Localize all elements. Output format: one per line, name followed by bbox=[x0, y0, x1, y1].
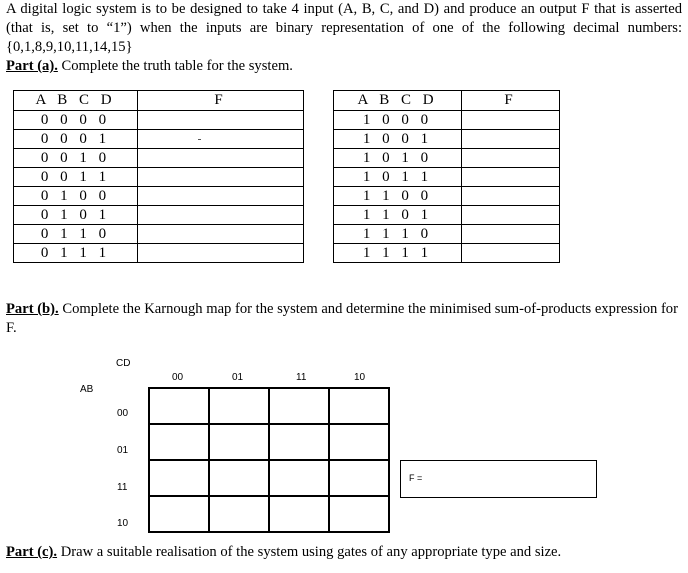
kmap-col-label: 00 bbox=[172, 372, 184, 383]
header-output: F bbox=[462, 91, 560, 111]
kmap-col-label: 11 bbox=[296, 372, 307, 383]
output-cell[interactable] bbox=[138, 225, 304, 244]
output-cell[interactable] bbox=[462, 111, 560, 130]
header-inputs: A B C D bbox=[14, 91, 138, 111]
input-cell: 1 1 0 0 bbox=[334, 187, 462, 206]
input-cell: 0 1 0 0 bbox=[14, 187, 138, 206]
karnaugh-map-grid bbox=[148, 387, 390, 533]
f-expression-label: F = bbox=[409, 473, 423, 483]
f-expression-box[interactable] bbox=[400, 460, 597, 498]
kmap-cell[interactable] bbox=[149, 424, 209, 460]
kmap-col-label: 10 bbox=[354, 372, 366, 383]
header-output: F bbox=[138, 91, 304, 111]
kmap-cell[interactable] bbox=[149, 388, 209, 424]
header-inputs: A B C D bbox=[334, 91, 462, 111]
kmap-cell[interactable] bbox=[269, 496, 329, 532]
part-a-label: Part (a). bbox=[6, 58, 58, 74]
output-cell[interactable] bbox=[138, 168, 304, 187]
kmap-cell[interactable] bbox=[269, 388, 329, 424]
part-a-instruction bbox=[6, 57, 293, 76]
part-a-text: Complete the truth table for the system. bbox=[57, 58, 293, 74]
output-cell[interactable] bbox=[462, 168, 560, 187]
output-cell[interactable] bbox=[462, 130, 560, 149]
kmap-col-label: 01 bbox=[232, 372, 244, 383]
part-c-text: Draw a suitable realisation of the system using gates of any appropriate type and size. bbox=[57, 544, 562, 560]
output-cell[interactable] bbox=[138, 206, 304, 225]
problem-statement: A digital logic system is to be designed to take 4 input (A, B, C, and D) and produce an output F that is asserted (that is, set to “1”) when the inputs are binary representation of one of the following decimal numbers: {0,1,8,9,10,11,14,15} bbox=[6, 1, 682, 55]
kmap-cell[interactable] bbox=[329, 460, 389, 496]
kmap-cell[interactable] bbox=[149, 460, 209, 496]
kmap-ab-label: AB bbox=[80, 384, 94, 395]
input-cell: 0 1 0 1 bbox=[14, 206, 138, 225]
output-cell[interactable] bbox=[462, 149, 560, 168]
input-cell: 1 1 1 1 bbox=[334, 244, 462, 263]
kmap-cd-label: CD bbox=[116, 358, 131, 369]
part-b-label: Part (b). bbox=[6, 301, 59, 317]
output-cell[interactable] bbox=[138, 130, 304, 149]
kmap-row-label: 11 bbox=[117, 482, 128, 493]
input-cell: 1 1 0 1 bbox=[334, 206, 462, 225]
input-cell: 1 0 1 0 bbox=[334, 149, 462, 168]
kmap-cell[interactable] bbox=[269, 424, 329, 460]
input-cell: 1 0 0 0 bbox=[334, 111, 462, 130]
output-cell[interactable] bbox=[462, 244, 560, 263]
part-b-instruction bbox=[6, 300, 682, 338]
input-cell: 1 0 1 1 bbox=[334, 168, 462, 187]
output-cell[interactable] bbox=[462, 206, 560, 225]
part-c-label: Part (c). bbox=[6, 544, 58, 560]
input-cell: 0 0 1 1 bbox=[14, 168, 138, 187]
kmap-cell[interactable] bbox=[209, 496, 269, 532]
kmap-cell[interactable] bbox=[329, 388, 389, 424]
part-c-instruction bbox=[6, 543, 561, 562]
part-b-text: Complete the Karnough map for the system and determine the minimised sum-of-products expression for F. bbox=[6, 301, 678, 336]
input-cell: 1 1 1 0 bbox=[334, 225, 462, 244]
input-cell: 0 0 0 1 bbox=[14, 130, 138, 149]
output-cell[interactable] bbox=[138, 187, 304, 206]
kmap-cell[interactable] bbox=[269, 460, 329, 496]
kmap-cell[interactable] bbox=[329, 496, 389, 532]
output-cell[interactable] bbox=[462, 187, 560, 206]
truth-table-left bbox=[13, 90, 304, 263]
kmap-cell[interactable] bbox=[329, 424, 389, 460]
kmap-row-label: 10 bbox=[117, 518, 129, 529]
input-cell: 0 1 1 1 bbox=[14, 244, 138, 263]
truth-table-right bbox=[333, 90, 560, 263]
input-cell: 1 0 0 1 bbox=[334, 130, 462, 149]
stray-mark bbox=[198, 139, 201, 140]
kmap-row-label: 00 bbox=[117, 408, 129, 419]
kmap-cell[interactable] bbox=[209, 388, 269, 424]
output-cell[interactable] bbox=[138, 149, 304, 168]
output-cell[interactable] bbox=[138, 244, 304, 263]
input-cell: 0 0 0 0 bbox=[14, 111, 138, 130]
output-cell[interactable] bbox=[138, 111, 304, 130]
input-cell: 0 1 1 0 bbox=[14, 225, 138, 244]
kmap-row-label: 01 bbox=[117, 445, 129, 456]
kmap-cell[interactable] bbox=[209, 460, 269, 496]
kmap-cell[interactable] bbox=[149, 496, 209, 532]
kmap-cell[interactable] bbox=[209, 424, 269, 460]
input-cell: 0 0 1 0 bbox=[14, 149, 138, 168]
output-cell[interactable] bbox=[462, 225, 560, 244]
